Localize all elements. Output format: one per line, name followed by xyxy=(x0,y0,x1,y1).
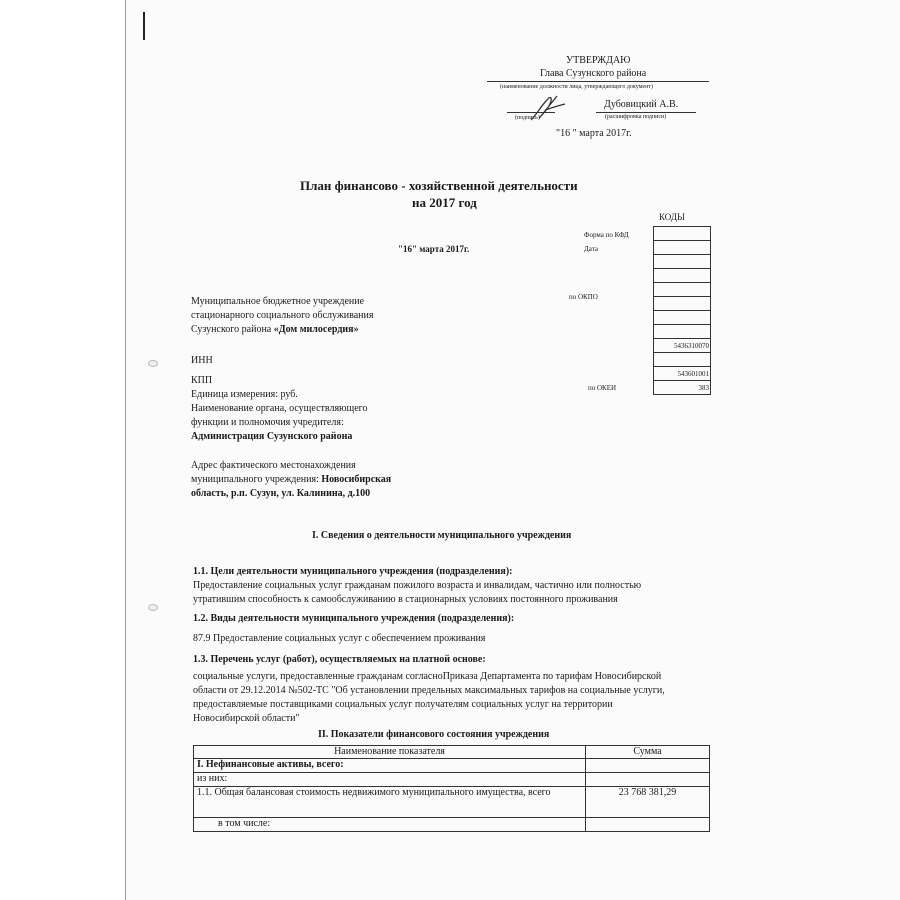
code-cell xyxy=(654,241,711,255)
row-name: из них: xyxy=(194,773,586,787)
table-row xyxy=(194,787,710,818)
code-cell xyxy=(654,297,711,311)
founder-label-line2: функции и полномочия учредителя: xyxy=(191,417,344,428)
form-label: Форма по КФД xyxy=(584,231,629,239)
address-region: Новосибирская xyxy=(321,474,392,485)
services-text-line3: предоставляемые поставщиками социальных услуг получателям социальных услуг на территории xyxy=(193,699,613,710)
section1-title: I. Сведения о деятельности муниципального учреждения xyxy=(312,530,572,541)
approval-date: "16 " марта 2017г. xyxy=(556,128,632,139)
signature-caption: (подпись) xyxy=(515,115,540,121)
okei-code-cell: 383 xyxy=(654,381,711,395)
row-sum: 23 768 381,29 xyxy=(586,787,710,818)
signature-line xyxy=(507,112,555,113)
table-row xyxy=(194,773,710,787)
punch-hole-mark xyxy=(148,604,158,611)
founder-label-line1: Наименование органа, осуществляющего xyxy=(191,403,368,414)
table-header-row xyxy=(194,746,710,759)
inn-label: ИНН xyxy=(191,355,213,366)
services-heading: 1.3. Перечень услуг (работ), осуществляемых на платной основе: xyxy=(193,654,486,665)
position-caption: (наименование должности лица, утверждающего документ) xyxy=(500,84,653,90)
approval-heading: УТВЕРЖДАЮ xyxy=(566,55,631,66)
activities-heading: 1.2. Виды деятельности муниципального учреждения (подразделения): xyxy=(193,613,515,624)
kpp-label: КПП xyxy=(191,375,213,386)
inn-code-cell: 5436310070 xyxy=(654,339,711,353)
financial-table xyxy=(193,745,710,832)
address-label-line2 xyxy=(191,474,391,485)
name-line xyxy=(596,112,696,113)
code-cell xyxy=(654,325,711,339)
row-name: в том числе: xyxy=(194,818,586,832)
address-label-line1: Адрес фактического местонахождения xyxy=(191,460,356,471)
okei-label: по ОКЕИ xyxy=(588,384,617,392)
code-cell xyxy=(654,283,711,297)
services-text-line1: социальные услуги, предоставленные гражданам согласноПриказа Департамента по тарифам Новосибирской xyxy=(193,671,662,682)
institution-district: Сузунского района xyxy=(191,324,274,335)
institution-name: «Дом милосердия» xyxy=(273,324,359,335)
row-name: 1.1. Общая балансовая стоимость недвижимого муниципального имущества, всего xyxy=(194,787,586,818)
document-year: на 2017 год xyxy=(412,195,477,210)
code-cell xyxy=(654,311,711,325)
approver-name: Дубовицкий А.В. xyxy=(604,99,679,110)
institution-line2: стационарного социального обслуживания xyxy=(191,310,374,321)
activities-text: 87.9 Предоставление социальных услуг с обеспечением проживания xyxy=(193,633,486,644)
approval-position: Глава Сузунского района xyxy=(540,68,647,79)
row-sum xyxy=(586,759,710,773)
row-sum xyxy=(586,773,710,787)
codes-header: КОДЫ xyxy=(659,212,685,222)
code-cell xyxy=(654,353,711,367)
punch-hole-mark xyxy=(148,360,158,367)
code-cell xyxy=(654,227,711,241)
name-caption: (расшифровка подписи) xyxy=(605,114,667,120)
margin-mark xyxy=(143,12,145,40)
date-label: Дата xyxy=(584,245,598,253)
address-label-text: муниципального учреждения: xyxy=(191,474,322,485)
document-title: План финансово - хозяйственной деятельности xyxy=(300,178,578,193)
code-cell xyxy=(654,269,711,283)
unit-label: Единица измерения: руб. xyxy=(191,389,298,400)
section2-title: II. Показатели финансового состояния учреждения xyxy=(318,729,550,740)
column-header-name: Наименование показателя xyxy=(194,746,586,759)
column-header-sum: Сумма xyxy=(586,746,710,759)
okpo-label: по ОКПО xyxy=(569,293,598,301)
goals-text-line2: утратившим способность к самообслуживанию в стационарных условиях постоянного проживания xyxy=(193,594,618,605)
table-row xyxy=(194,818,710,832)
code-cell xyxy=(654,255,711,269)
position-line xyxy=(487,81,709,82)
institution-line3 xyxy=(191,324,359,335)
row-name: I. Нефинансовые активы, всего: xyxy=(194,759,586,773)
row-sum xyxy=(586,818,710,832)
codes-table xyxy=(653,226,711,395)
services-text-line4: Новосибирской области" xyxy=(193,713,300,724)
goals-heading: 1.1. Цели деятельности муниципального учреждения (подразделения): xyxy=(193,566,513,577)
kpp-code-cell: 543601001 xyxy=(654,367,711,381)
services-text-line2: области от 29.12.2014 №502-ТС "Об установлении предельных максимальных тарифов на социальные услуги, xyxy=(193,685,665,696)
goals-text-line1: Предоставление социальных услуг гражданам пожилого возраста и инвалидам, частично или полностью xyxy=(193,580,642,591)
table-row xyxy=(194,759,710,773)
document-date: "16" марта 2017г. xyxy=(398,244,470,254)
address-line3: область, р.п. Сузун, ул. Калинина, д.100 xyxy=(191,488,371,499)
founder-name: Администрация Сузунского района xyxy=(191,431,353,442)
institution-line1: Муниципальное бюджетное учреждение xyxy=(191,296,365,307)
